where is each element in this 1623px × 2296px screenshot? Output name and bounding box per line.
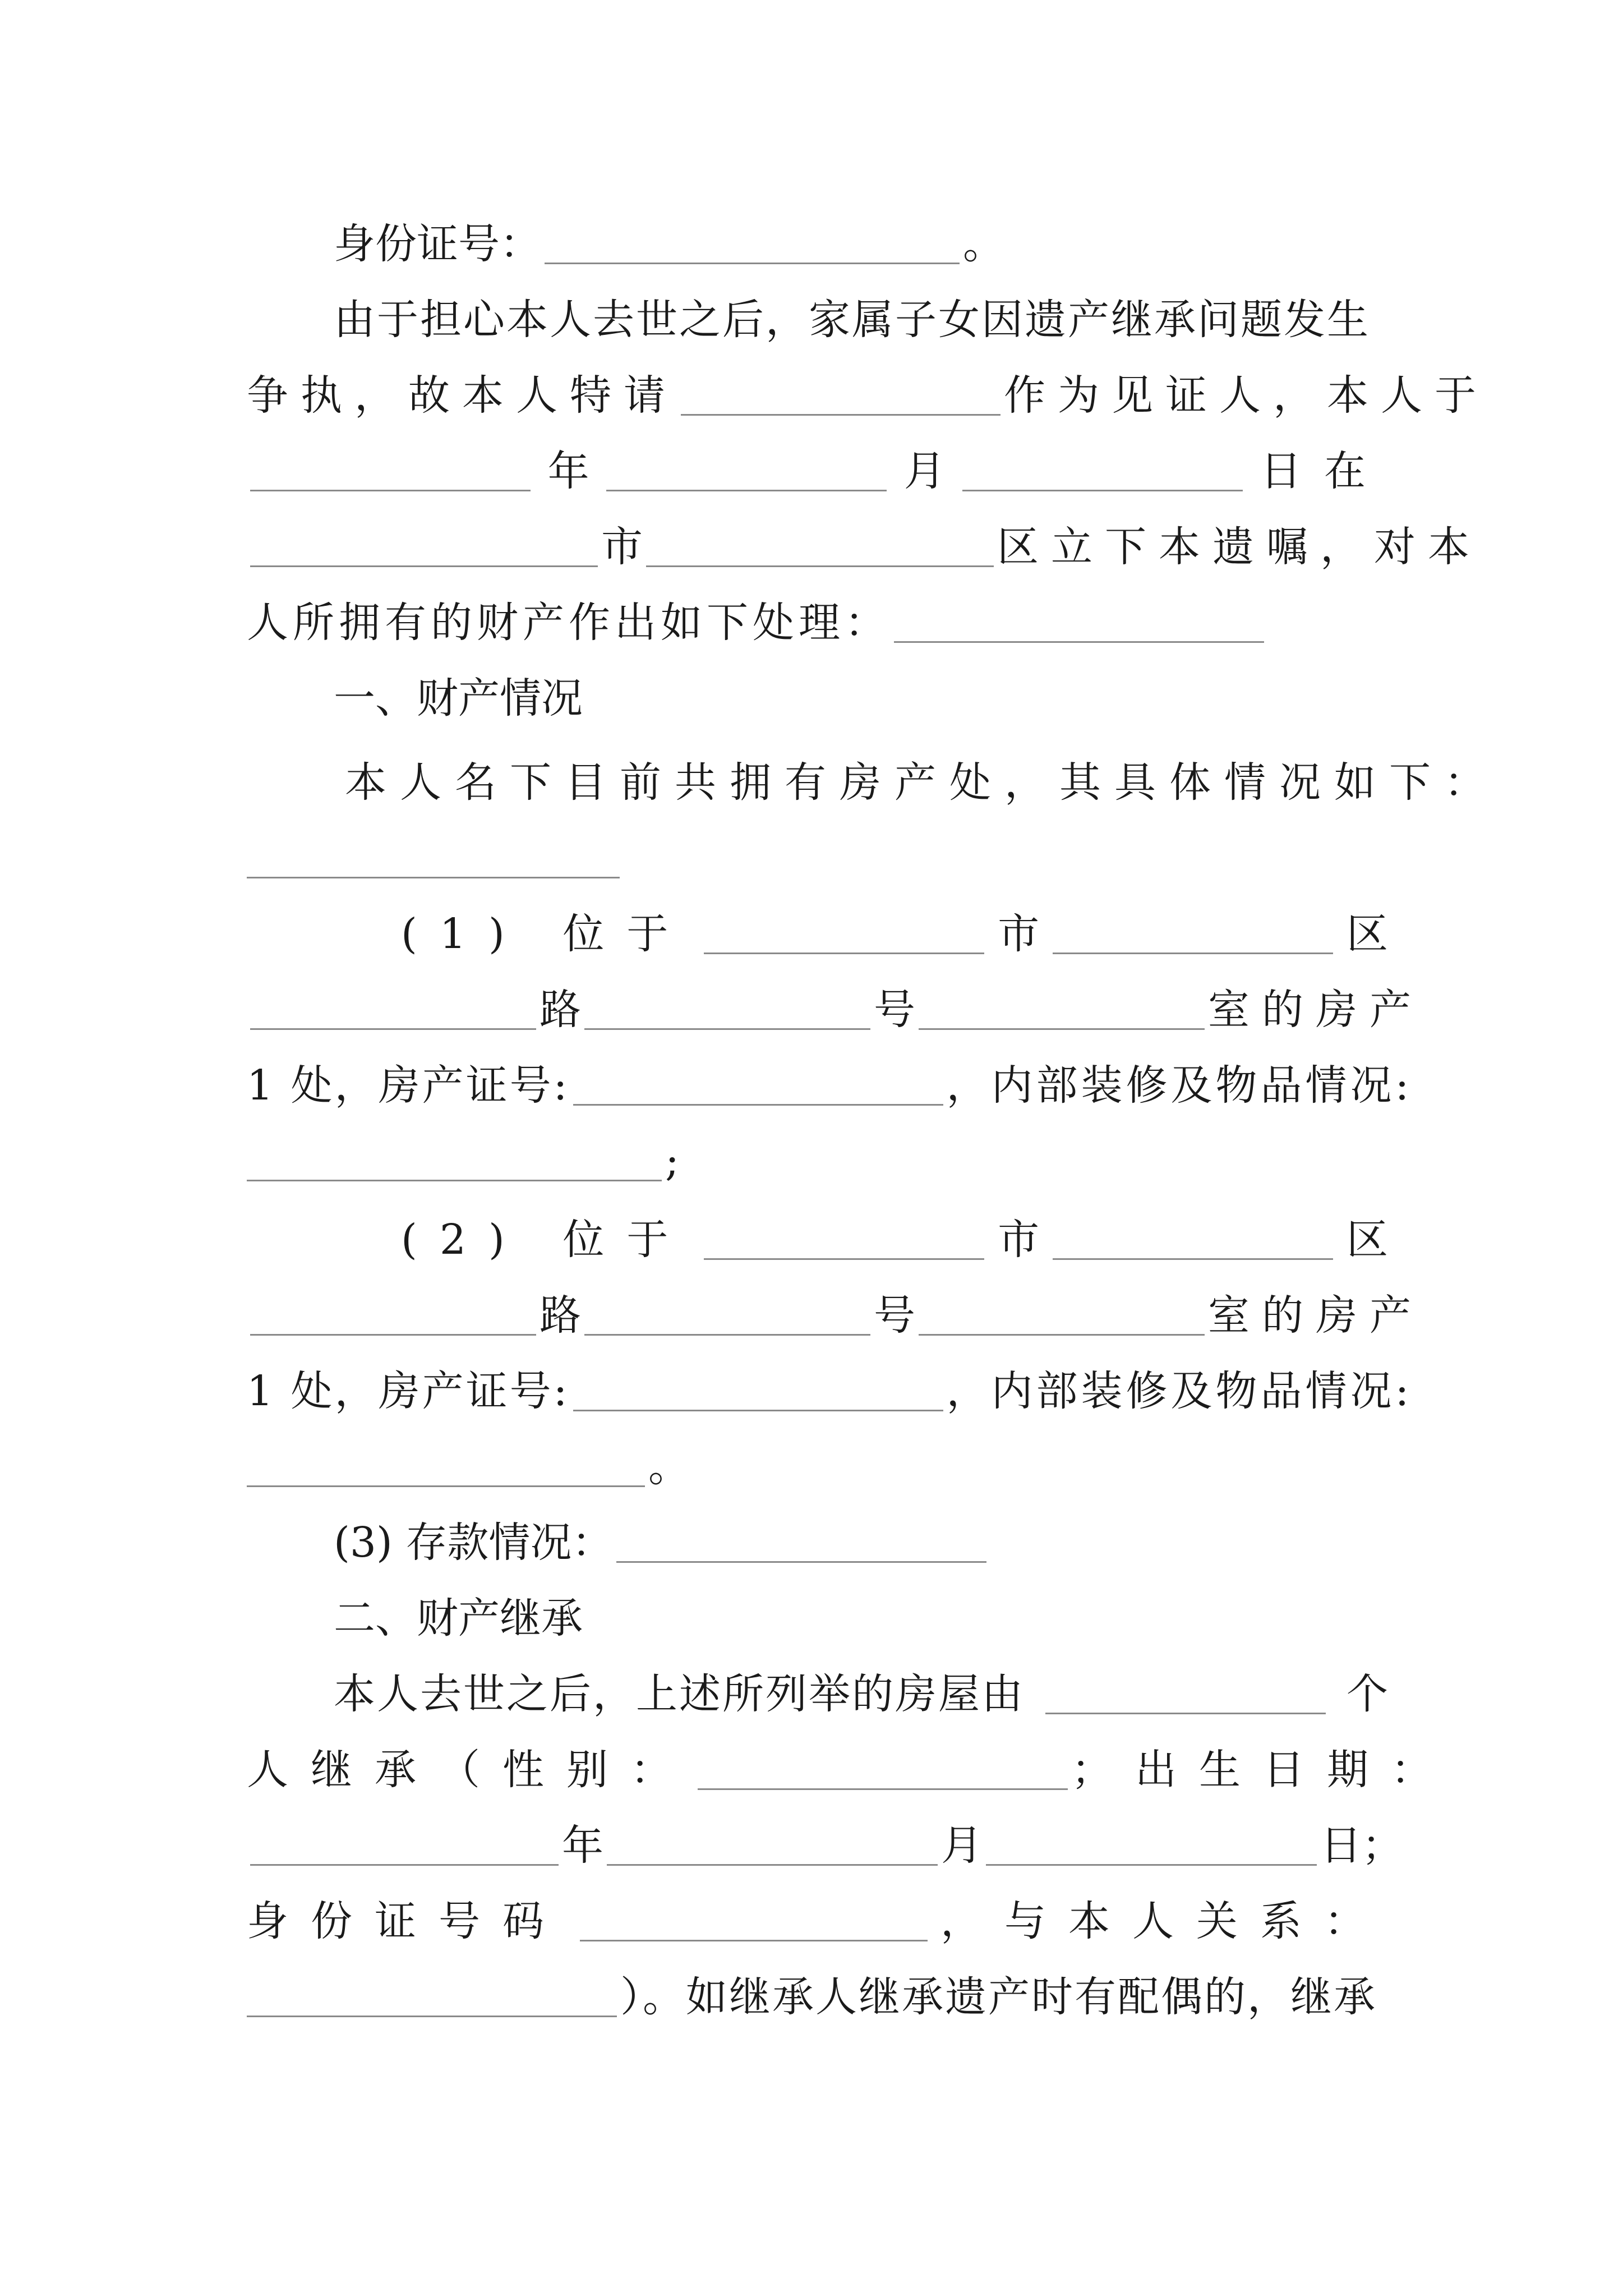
item-2-location-label: (2) 位于 xyxy=(401,1216,691,1264)
item-1-district-blank[interactable] xyxy=(1053,912,1333,954)
id-number-line xyxy=(247,216,1388,272)
item-2-line-3 xyxy=(247,1363,1413,1419)
item-1-line-4 xyxy=(247,1133,1388,1189)
heir-gender-label: 人继承（性别： xyxy=(247,1746,694,1794)
item-1-room-label: 室的房产 xyxy=(1208,986,1423,1034)
item-2-road-label: 路 xyxy=(540,1291,581,1340)
id-number-blank[interactable] xyxy=(545,222,960,264)
item-2-decoration-blank[interactable] xyxy=(247,1445,645,1487)
year-label: 年 xyxy=(547,447,589,495)
heir-birth-day-blank[interactable] xyxy=(986,1824,1317,1866)
item-1-semicolon: ; xyxy=(665,1137,679,1185)
item-2-city-label: 市 xyxy=(998,1216,1040,1264)
witness-name-blank[interactable] xyxy=(681,374,1000,416)
section-1-heading xyxy=(247,670,1388,726)
item-1-number-blank[interactable] xyxy=(584,988,870,1030)
item-2-certificate-blank[interactable] xyxy=(573,1369,943,1411)
item-2-room-blank[interactable] xyxy=(919,1294,1205,1336)
heir-intro-text: 本人去世之后，上述所列举的房屋由 xyxy=(334,1670,1025,1718)
item-1-certificate-label: 1 处，房产证号: xyxy=(247,1061,570,1110)
day-blank[interactable] xyxy=(962,449,1243,491)
item-1-line-2 xyxy=(247,982,1423,1038)
section-2-title: 二、财产继承 xyxy=(334,1594,583,1642)
item-2-number-label: 号 xyxy=(874,1291,915,1340)
item-1-city-blank[interactable] xyxy=(704,912,984,954)
property-summary-blank[interactable] xyxy=(247,836,620,878)
heir-birth-day-label: 日； xyxy=(1320,1821,1403,1870)
date-line xyxy=(247,443,1388,499)
heir-birth-month-blank[interactable] xyxy=(607,1824,938,1866)
district-text: 区立下本遗嘱，对本 xyxy=(997,523,1482,571)
witness-text: 争执，故本人特请 xyxy=(247,371,677,420)
city-label: 市 xyxy=(601,523,643,571)
heir-id-blank[interactable] xyxy=(580,1899,928,1941)
item-1-road-label: 路 xyxy=(540,986,581,1034)
item-1-decoration-label: ，内部装修及物品情况: xyxy=(946,1061,1413,1110)
period: 。 xyxy=(963,220,1004,268)
paragraph-line xyxy=(247,292,1388,348)
heir-line-1 xyxy=(247,1666,1388,1722)
heir-birth-year-blank[interactable] xyxy=(250,1824,559,1866)
item-2-city-blank[interactable] xyxy=(704,1218,984,1260)
item-3-deposit-blank[interactable] xyxy=(616,1521,986,1563)
item-2-road-blank[interactable] xyxy=(250,1294,536,1336)
item-1-road-blank[interactable] xyxy=(250,988,536,1030)
item-2-room-label: 室的房产 xyxy=(1208,1291,1423,1340)
heir-count-blank[interactable] xyxy=(1045,1672,1326,1714)
disposal-blank[interactable] xyxy=(894,601,1264,643)
heir-birth-year-label: 年 xyxy=(562,1821,603,1870)
location-line xyxy=(247,519,1482,575)
item-2-line-2 xyxy=(247,1287,1423,1343)
heir-line-4 xyxy=(247,1893,1388,1949)
item-2-decoration-label: ，内部装修及物品情况: xyxy=(946,1367,1413,1415)
heir-relationship-label: ，与本人关系： xyxy=(940,1897,1388,1945)
item-2-period: 。 xyxy=(648,1443,690,1491)
item-1-line-3 xyxy=(247,1057,1413,1114)
item-2-district-blank[interactable] xyxy=(1053,1218,1333,1260)
year-blank[interactable] xyxy=(250,449,531,491)
month-label: 月 xyxy=(903,447,946,495)
heir-line-3 xyxy=(247,1818,1403,1874)
property-summary-text: 本人名下目前共拥有房产处，其具体情况如下： xyxy=(345,758,1499,807)
day-label: 日在 xyxy=(1260,447,1388,495)
id-number-label: 身份证号： xyxy=(334,220,541,268)
paragraph-text: 由于担心本人去世之后，家属子女因遗产继承问题发生 xyxy=(334,296,1370,344)
month-blank[interactable] xyxy=(606,449,887,491)
item-1-line-1 xyxy=(247,906,1388,962)
heir-gender-blank[interactable] xyxy=(698,1748,1068,1790)
item-1-district-label: 区 xyxy=(1346,910,1388,958)
section-2-heading xyxy=(247,1590,1388,1646)
item-2-line-4 xyxy=(247,1439,1388,1495)
item-3-deposit-label: (3) 存款情况： xyxy=(334,1519,614,1567)
item-1-city-label: 市 xyxy=(998,910,1040,958)
property-summary-line xyxy=(247,754,1499,811)
item-3-line xyxy=(247,1515,1388,1571)
heir-spouse-text: ）。如继承人继承遗产时有配偶的，继承 xyxy=(620,1973,1377,2021)
city-blank[interactable] xyxy=(250,525,598,567)
heir-count-label: 个 xyxy=(1347,1670,1388,1718)
item-2-district-label: 区 xyxy=(1346,1216,1388,1264)
disposal-line xyxy=(247,595,1388,651)
property-summary-blank-line xyxy=(247,830,1388,886)
heir-birth-month-label: 月 xyxy=(941,1821,983,1870)
heir-birthdate-label: ；出生日期： xyxy=(1071,1746,1455,1794)
heir-relationship-blank[interactable] xyxy=(247,1975,617,2017)
section-1-title: 一、财产情况 xyxy=(334,674,583,723)
item-2-number-blank[interactable] xyxy=(584,1294,870,1336)
item-1-room-blank[interactable] xyxy=(919,988,1205,1030)
item-2-certificate-label: 1 处，房产证号: xyxy=(247,1367,570,1415)
witness-line xyxy=(247,367,1488,424)
disposal-text: 人所拥有的财产作出如下处理： xyxy=(247,599,891,647)
item-1-decoration-blank[interactable] xyxy=(247,1139,662,1181)
item-1-location-label: (1) 位于 xyxy=(401,910,691,958)
heir-line-5 xyxy=(247,1969,1388,2025)
item-1-certificate-blank[interactable] xyxy=(573,1064,943,1106)
district-blank[interactable] xyxy=(646,525,994,567)
heir-line-2 xyxy=(247,1742,1455,1798)
heir-id-label: 身份证号码 xyxy=(247,1897,566,1945)
item-1-number-label: 号 xyxy=(874,986,915,1034)
item-2-line-1 xyxy=(247,1212,1388,1268)
witness-text-2: 作为见证人，本人于 xyxy=(1004,371,1488,420)
